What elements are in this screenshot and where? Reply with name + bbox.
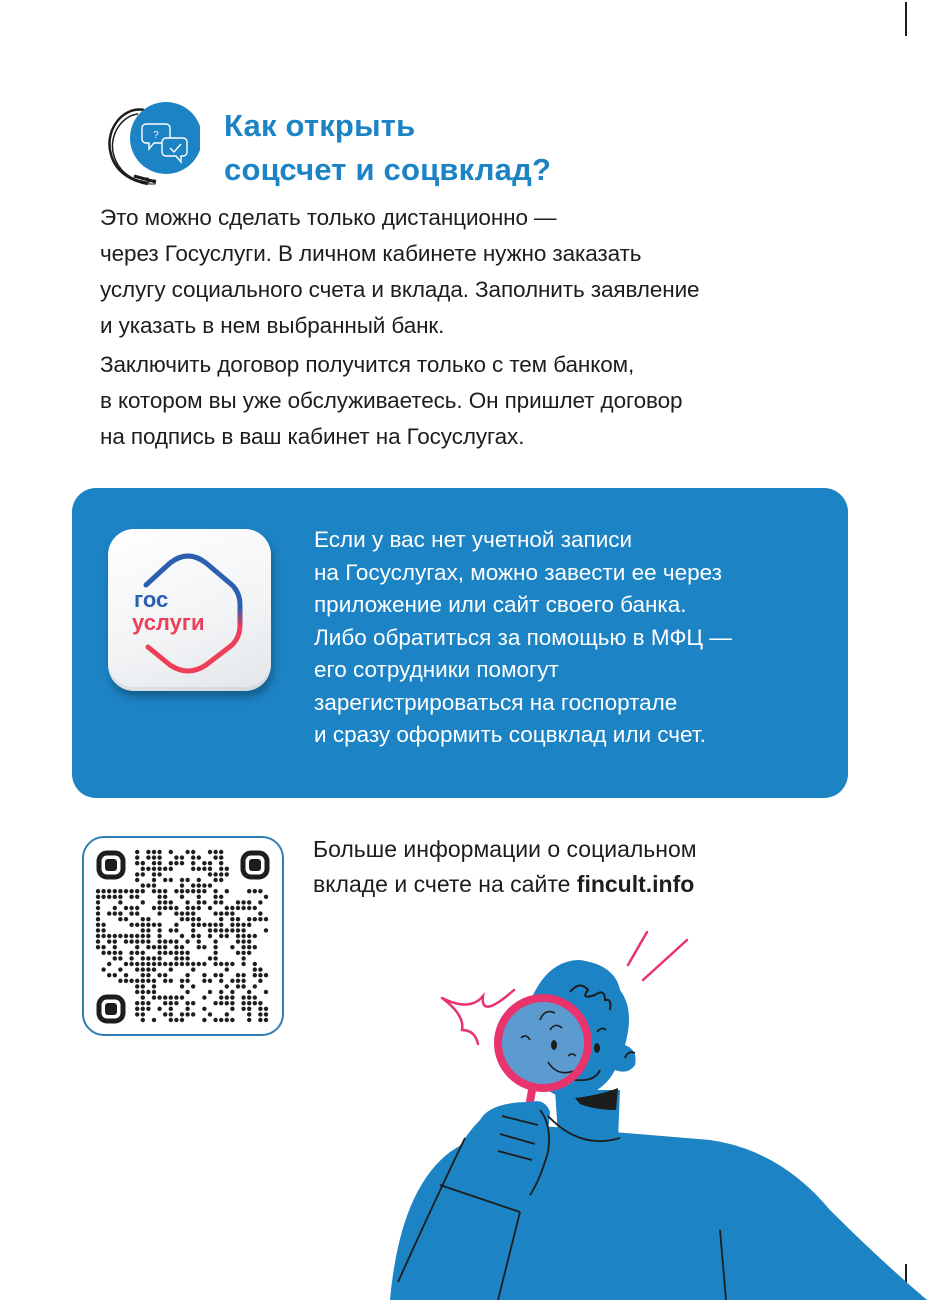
qr-code-icon	[94, 848, 272, 1026]
text-line: услугу социального счета и вклада. Заполнить заявление	[100, 277, 700, 302]
more-info-prefix: вкладе и счете на сайте	[313, 871, 577, 897]
page-title	[224, 104, 551, 192]
text-line: и сразу оформить соцвклад или счет.	[314, 722, 706, 747]
text-line: в котором вы уже обслуживаетесь. Он пришлет договор	[100, 388, 683, 413]
intro-paragraph-2	[100, 347, 860, 455]
title-line-2: соцсчет и соцвклад?	[224, 152, 552, 187]
app-icon-line-2: услуги	[132, 610, 205, 635]
text-line: приложение или сайт своего банка.	[314, 592, 687, 617]
man-with-magnifying-glass-illustration	[380, 920, 927, 1300]
info-card-text	[314, 524, 834, 752]
text-line: и указать в нем выбранный банк.	[100, 313, 445, 338]
info-card	[72, 488, 848, 798]
fincult-link[interactable]: fincult.info	[576, 871, 695, 897]
text-line: Это можно сделать только дистанционно —	[100, 205, 557, 230]
more-info-line-1: Больше информации о социальном	[313, 836, 697, 862]
gosuslugi-app-icon	[108, 529, 271, 691]
text-line: через Госуслуги. В личном кабинете нужно заказать	[100, 241, 642, 266]
text-line: зарегистрироваться на госпортале	[314, 689, 678, 715]
title-line-1: Как открыть	[224, 108, 416, 143]
intro-paragraph-1	[100, 200, 860, 344]
app-icon-line-1: гос	[134, 587, 169, 612]
svg-text:?: ?	[153, 130, 159, 141]
text-line: его сотрудники помогут	[314, 657, 559, 682]
crop-mark-top	[905, 2, 907, 36]
text-line: на Госуслугах, можно завести ее через	[314, 559, 722, 585]
header	[104, 98, 724, 198]
text-line: на подпись в ваш кабинет на Госуслугах.	[100, 424, 525, 449]
more-info-line-2	[313, 867, 873, 902]
chat-bubbles-icon	[104, 98, 200, 192]
text-line: Либо обратиться за помощью в МФЦ —	[314, 624, 732, 650]
more-info-text	[313, 832, 873, 902]
text-line: Заключить договор получится только с тем банком,	[100, 352, 635, 377]
text-line: Если у вас нет учетной записи	[314, 527, 633, 552]
qr-code[interactable]	[82, 836, 284, 1036]
